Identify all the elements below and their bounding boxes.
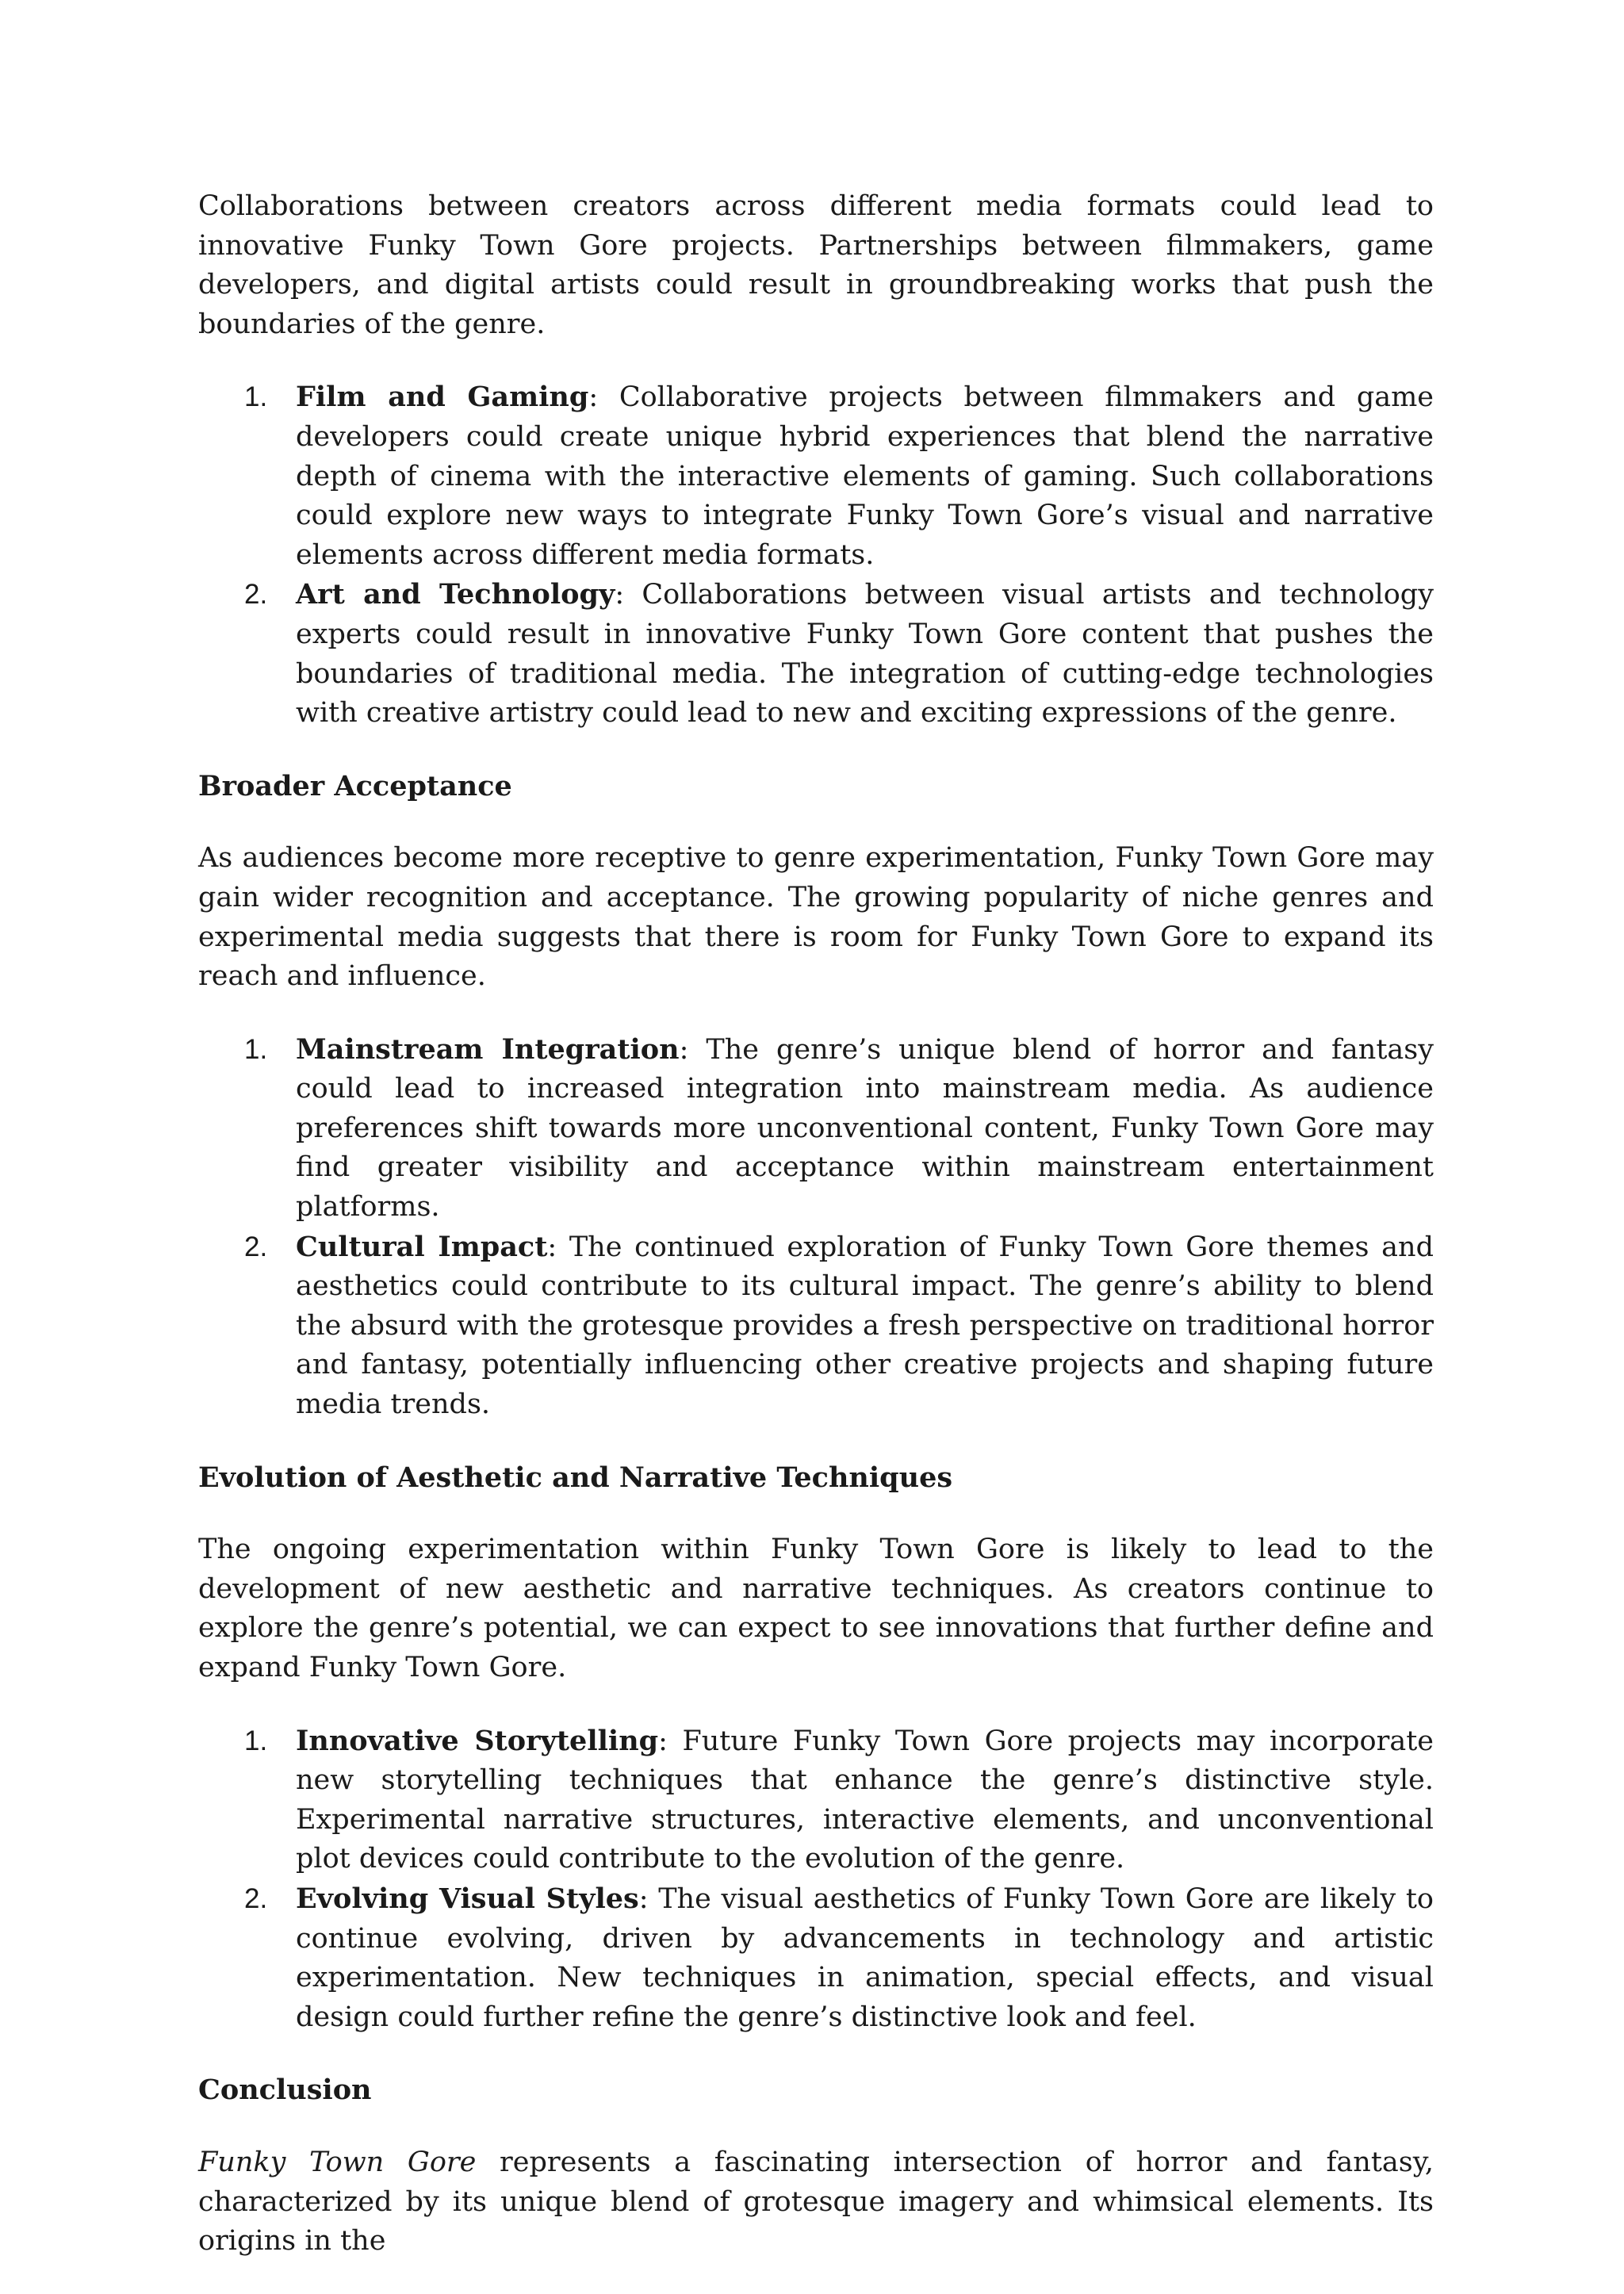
list-text: : Future Funky Town Gore projects may incorporate new storytelling techniques that enhance the genre’s distinctive style. Experimental narrative structures, interactive elements, and unconventional plot devices could contribute to the evolution of the genre. bbox=[296, 1725, 1434, 1875]
list-item bbox=[198, 575, 1434, 733]
list-text: : Collaborative projects between filmmakers and game developers could create unique hybrid experiences that blend the narrative depth of cinema with the interactive elements of gaming. Such collaborations could explore new ways to integrate Funky Town Gore’s visual and narrative elements across different media formats. bbox=[296, 381, 1434, 571]
broader-list bbox=[198, 1030, 1434, 1425]
list-term: Evolving Visual Styles bbox=[296, 1882, 639, 1915]
list-number: 1. bbox=[244, 381, 268, 413]
list-item bbox=[198, 1721, 1434, 1879]
list-term: Art and Technology bbox=[296, 578, 615, 611]
list-item bbox=[198, 1227, 1434, 1425]
list-term: Innovative Storytelling bbox=[296, 1724, 659, 1757]
list-text: : The genre’s unique blend of horror and fantasy could lead to increased integration into mainstream media. As audience preferences shift towards more unconventional content, Funky Town Gore may find greater visibility and acceptance within mainstream entertainment platforms. bbox=[296, 1033, 1434, 1224]
conclusion-paragraph bbox=[198, 2143, 1434, 2261]
list-number: 1. bbox=[244, 1033, 268, 1065]
section-heading-evolution: Evolution of Aesthetic and Narrative Techniques bbox=[198, 1461, 953, 1494]
evolution-paragraph: The ongoing experimentation within Funky Town Gore is likely to lead to the development of new aesthetic and narrative techniques. As creators continue to explore the genre’s potential, we can expect to see innovations that further define and expand Funky Town Gore. bbox=[198, 1534, 1434, 1683]
list-item bbox=[198, 1879, 1434, 2037]
list-text: : Collaborations between visual artists and technology experts could result in innovative Funky Town Gore content that pushes the boundaries of traditional media. The integration of cutting-edge technologies with creative artistry could lead to new and exciting expressions of the genre. bbox=[296, 579, 1434, 730]
list-number: 1. bbox=[244, 1725, 268, 1756]
conclusion-text: represents a fascinating intersection of horror and fantasy, characterized by its unique blend of grotesque imagery and whimsical elements. Its origins in the bbox=[198, 2146, 1434, 2258]
list-text: : The continued exploration of Funky Town Gore themes and aesthetics could contribute to its cultural impact. The genre’s ability to blend the absurd with the grotesque provides a fresh perspective on traditional horror and fantasy, potentially influencing other creative projects and shaping future media trends. bbox=[296, 1231, 1434, 1421]
section-heading-broader-acceptance: Broader Acceptance bbox=[198, 769, 512, 802]
section-heading-conclusion: Conclusion bbox=[198, 2074, 372, 2107]
evolution-list bbox=[198, 1721, 1434, 2038]
list-item bbox=[198, 1030, 1434, 1227]
document-page bbox=[198, 187, 1434, 2261]
italic-title: Funky Town Gore bbox=[198, 2146, 477, 2178]
list-number: 2. bbox=[244, 1882, 268, 1914]
list-number: 2. bbox=[244, 579, 268, 611]
list-term: Film and Gaming bbox=[296, 381, 589, 414]
broader-paragraph: As audiences become more receptive to genre experimentation, Funky Town Gore may gain wider recognition and acceptance. The growing popularity of niche genres and experimental media suggests that there is room for Funky Town Gore to expand its reach and influence. bbox=[198, 842, 1434, 993]
list-term: Cultural Impact bbox=[296, 1230, 548, 1263]
list-text: : The visual aesthetics of Funky Town Gore are likely to continue evolving, driven by advancements in technology and artistic experimentation. New techniques in animation, special effects, and visual design could further refine the genre’s distinctive look and feel. bbox=[296, 1882, 1434, 2033]
intro-paragraph: Collaborations between creators across different media formats could lead to innovative Funky Town Gore projects. Partnerships between filmmakers, game developers, and digital artists could result in groundbreaking works that push the boundaries of the genre. bbox=[198, 190, 1434, 340]
list-term: Mainstream Integration bbox=[296, 1032, 680, 1066]
collaboration-list bbox=[198, 377, 1434, 733]
list-item bbox=[198, 377, 1434, 575]
list-number: 2. bbox=[244, 1231, 268, 1262]
